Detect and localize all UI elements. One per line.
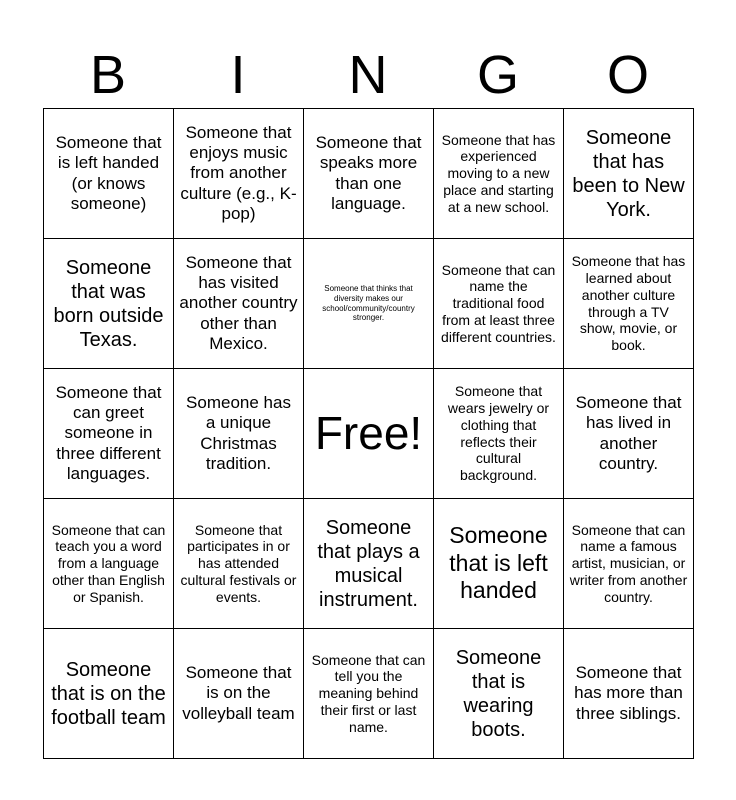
bingo-row [44, 629, 694, 759]
bingo-cell[interactable]: Someone that can name a famous artist, musician, or writer from another country. [564, 499, 694, 629]
bingo-row [44, 369, 694, 499]
bingo-cell[interactable]: Someone that has experienced moving to a new place and starting at a new school. [434, 109, 564, 239]
bingo-row [44, 499, 694, 629]
bingo-cell[interactable]: Someone that has visited another country other than Mexico. [174, 239, 304, 369]
header-letter-n: N [348, 45, 388, 105]
bingo-row [44, 239, 694, 369]
bingo-cell[interactable]: Someone that is on the football team [44, 629, 174, 759]
bingo-cell[interactable]: Someone that participates in or has attended cultural festivals or events. [174, 499, 304, 629]
bingo-cell[interactable]: Someone that can tell you the meaning behind their first or last name. [304, 629, 434, 759]
bingo-cell[interactable]: Someone that thinks that diversity makes our school/community/country stronger. [304, 239, 434, 369]
bingo-cell[interactable]: Someone that was born outside Texas. [44, 239, 174, 369]
bingo-cell[interactable]: Someone that is left handed [434, 499, 564, 629]
bingo-cell[interactable]: Someone has a unique Christmas tradition. [174, 369, 304, 499]
bingo-cell[interactable]: Someone that is left handed (or knows someone) [44, 109, 174, 239]
bingo-cell[interactable]: Someone that wears jewelry or clothing that reflects their cultural background. [434, 369, 564, 499]
bingo-row [44, 109, 694, 239]
bingo-cell[interactable]: Someone that is wearing boots. [434, 629, 564, 759]
bingo-card [43, 108, 694, 759]
bingo-cell[interactable]: Someone that is on the volleyball team [174, 629, 304, 759]
bingo-cell[interactable]: Someone that can greet someone in three different languages. [44, 369, 174, 499]
bingo-free-cell[interactable]: Free! [304, 369, 434, 499]
header-letter-g: G [476, 45, 519, 105]
header-letter-o: O [606, 45, 649, 105]
bingo-cell[interactable]: Someone that has been to New York. [564, 109, 694, 239]
bingo-cell[interactable]: Someone that can name the traditional food from at least three different countries. [434, 239, 564, 369]
bingo-cell[interactable]: Someone that speaks more than one language. [304, 109, 434, 239]
bingo-cell[interactable]: Someone that has learned about another culture through a TV show, movie, or book. [564, 239, 694, 369]
bingo-cell[interactable]: Someone that can teach you a word from a language other than English or Spanish. [44, 499, 174, 629]
bingo-header [43, 42, 693, 108]
bingo-cell[interactable]: Someone that has lived in another country. [564, 369, 694, 499]
bingo-cell[interactable]: Someone that enjoys music from another culture (e.g., K-pop) [174, 109, 304, 239]
bingo-cell[interactable]: Someone that has more than three siblings. [564, 629, 694, 759]
bingo-cell[interactable]: Someone that plays a musical instrument. [304, 499, 434, 629]
header-letter-b: B [89, 45, 127, 105]
header-letter-i: I [230, 45, 246, 105]
